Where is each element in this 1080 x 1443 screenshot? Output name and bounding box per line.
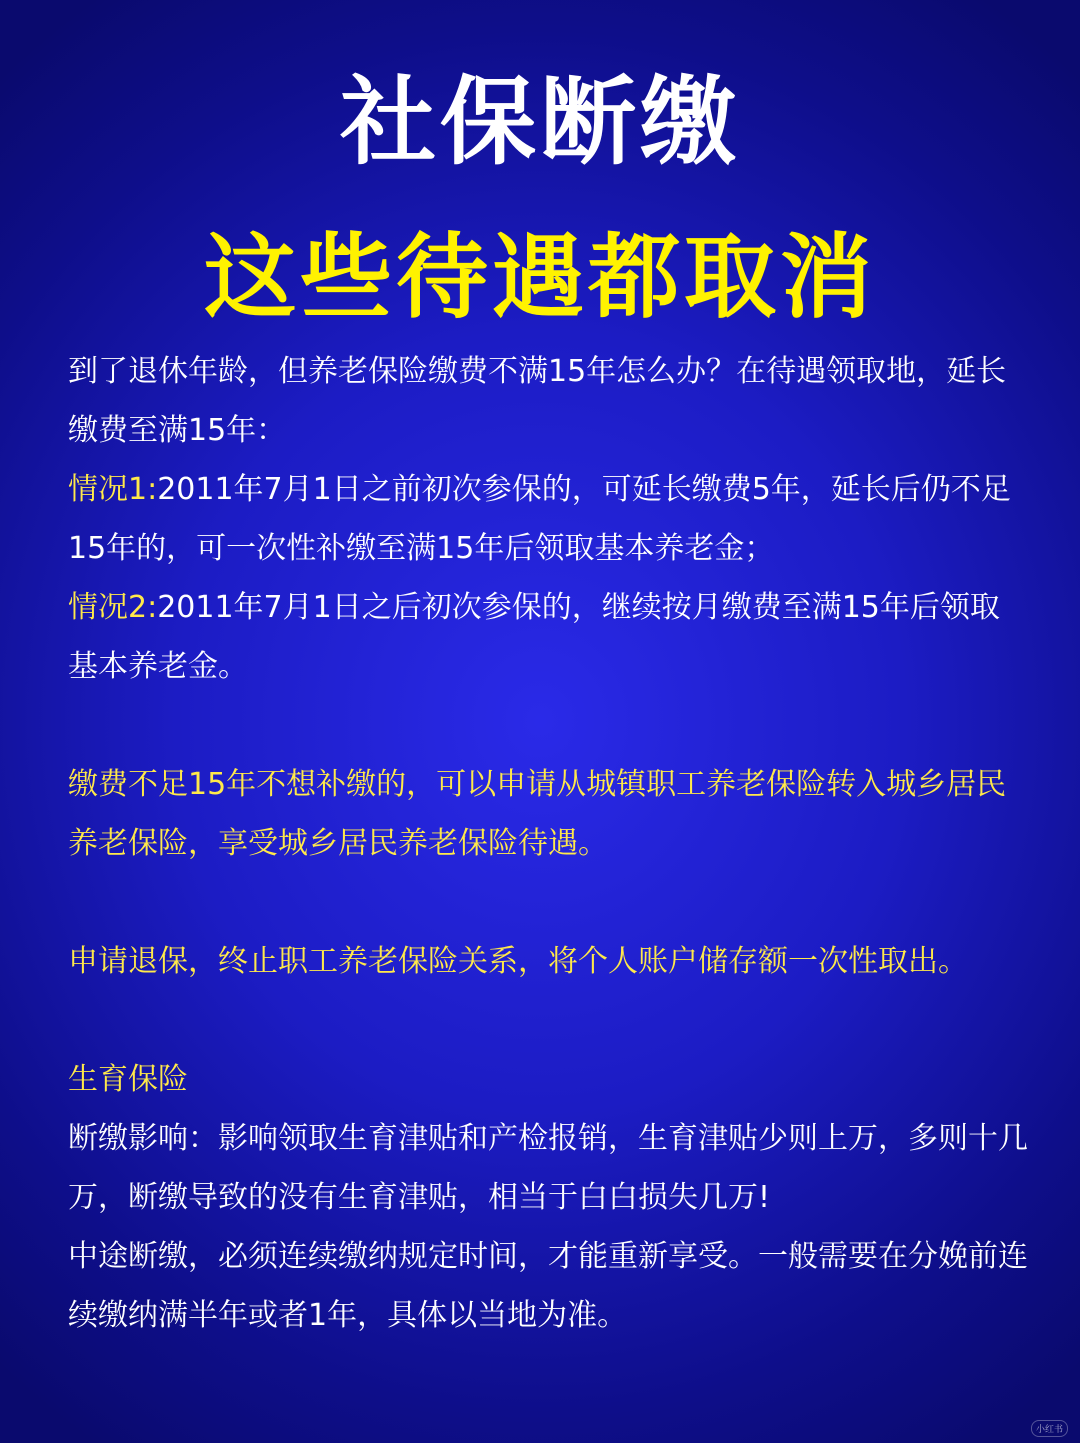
case-2-text: 2011年7月1日之后初次参保的，继续按月缴费至满15年后领取基本养老金。	[68, 590, 1000, 684]
case-2-paragraph	[68, 578, 1028, 696]
case-1-label: 情况1:	[68, 472, 158, 507]
maternity-impact-paragraph: 断缴影响：影响领取生育津贴和产检报销，生育津贴少则上万，多则十几万，断缴导致的没有生育津贴，相当于白白损失几万!	[68, 1121, 1028, 1215]
spacer	[68, 873, 1028, 932]
spacer	[68, 696, 1028, 755]
transfer-paragraph: 缴费不足15年不想补缴的，可以申请从城镇职工养老保险转入城乡居民养老保险，享受城乡居民养老保险待遇。	[68, 767, 1007, 861]
title-line-2: 这些待遇都取消	[203, 224, 876, 331]
spacer	[68, 991, 1028, 1050]
case-1-text: 2011年7月1日之前初次参保的，可延长缴费5年，延长后仍不足15年的，可一次性补缴至满15年后领取基本养老金；	[68, 472, 1011, 566]
refund-paragraph: 申请退保，终止职工养老保险关系，将个人账户储存额一次性取出。	[68, 944, 968, 979]
case-2-label: 情况2:	[68, 590, 158, 625]
intro-paragraph: 到了退休年龄，但养老保险缴费不满15年怎么办？在待遇领取地，延长缴费至满15年：	[68, 354, 1007, 448]
article-body	[68, 342, 1028, 1345]
maternity-heading: 生育保险	[68, 1062, 188, 1097]
title-line-1: 社保断缴	[340, 66, 740, 178]
watermark-logo: 小红书	[1031, 1420, 1068, 1437]
maternity-rejoin-paragraph: 中途断缴，必须连续缴纳规定时间，才能重新享受。一般需要在分娩前连续缴纳满半年或者1年，具体以当地为准。	[68, 1239, 1028, 1333]
case-1-paragraph	[68, 460, 1028, 578]
